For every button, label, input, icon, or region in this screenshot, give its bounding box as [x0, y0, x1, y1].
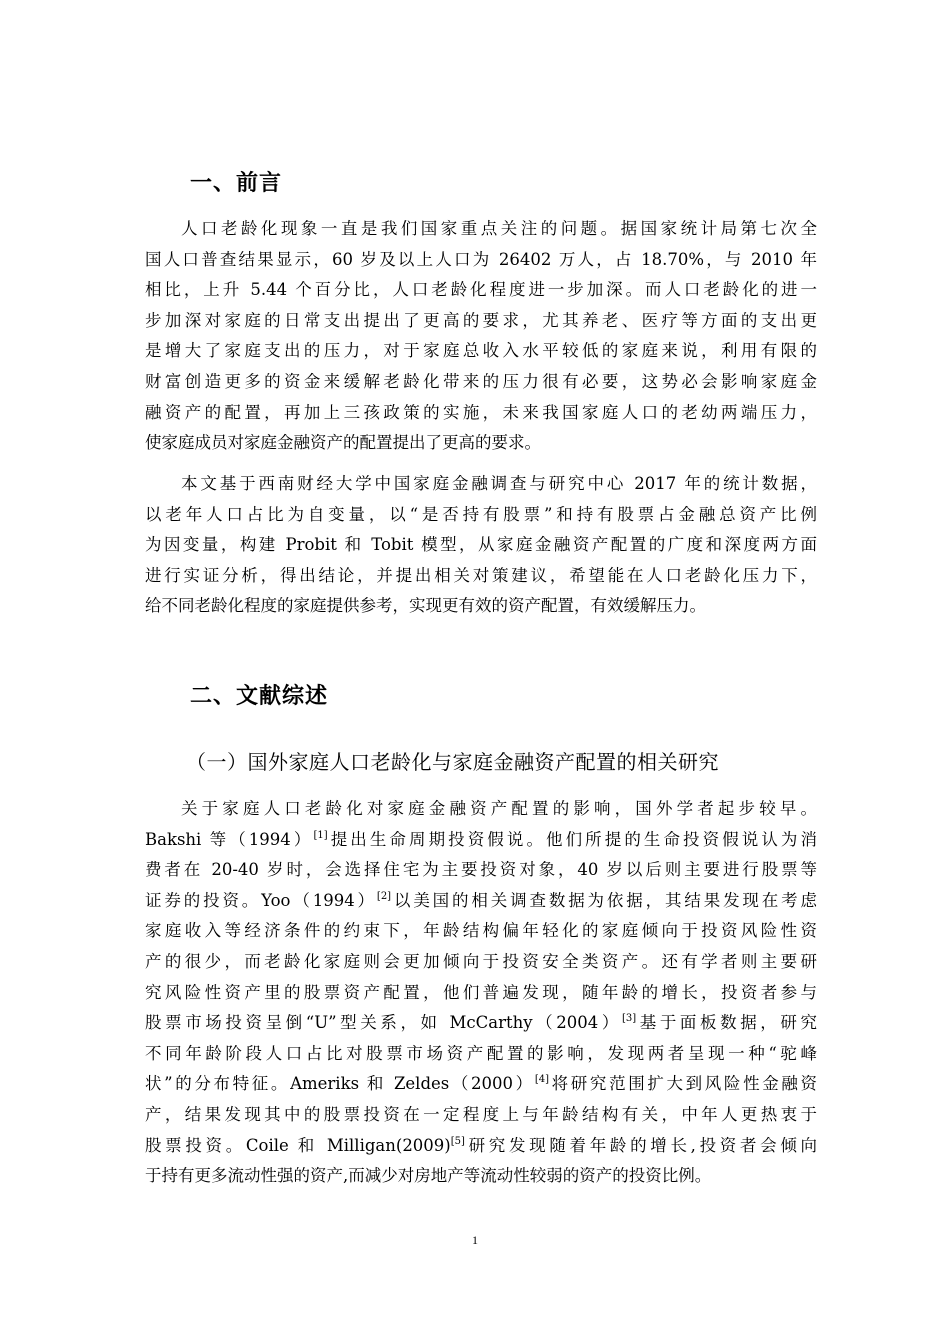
citation-1: [1] [313, 829, 328, 841]
text-line: 股票市场投资呈倒“U”型关系，如 McCarthy（2004）[3]基于面板数据，研究 [145, 1013, 818, 1033]
citation-5: [5] [450, 1135, 465, 1147]
text-line: 进行实证分析，得出结论，并提出相关对策建议，希望能在人口老龄化压力下， [145, 565, 817, 585]
text-line: 股票投资。Coile 和 Milligan(2009)[5]研究发现随着年龄的增长,投资者会倾向 [145, 1135, 817, 1155]
text-line: 财富创造更多的资金来缓解老龄化带来的压力很有必要，这势必会影响家庭金 [145, 371, 817, 391]
text-line: 状”的分布特征。Ameriks 和 Zeldes（2000）[4]将研究范围扩大到风险性金融资 [145, 1074, 817, 1094]
text-line: 以老年人口占比为自变量，以“是否持有股票”和持有股票占金融总资产比例 [145, 504, 817, 524]
text-line: Bakshi 等（1994）[1]提出生命周期投资假说。他们所提的生命投资假说认为消 [145, 829, 817, 849]
citation-4: [4] [534, 1074, 549, 1086]
text-line: 费者在 20-40 岁时，会选择住宅为主要投资对象，40 岁以后则主要进行股票等 [145, 860, 817, 880]
text-line: 产，结果发现其中的股票投资在一定程度上与年龄结构有关，中年人更热衷于 [145, 1104, 817, 1124]
text-line: 家庭收入等经济条件的约束下，年龄结构偏年轻化的家庭倾向于投资风险性资 [145, 921, 817, 941]
preface-paragraph-1 [145, 214, 817, 459]
text-line: 使家庭成员对家庭金融资产的配置提出了更高的要求。 [145, 433, 541, 453]
preface-paragraph-2 [145, 469, 817, 622]
text-line: 步加深对家庭的日常支出提出了更高的要求，尤其养老、医疗等方面的支出更 [145, 310, 817, 330]
section-heading-preface: 一、前言 [190, 171, 283, 196]
text-line: 融资产的配置，再加上三孩政策的实施，未来我国家庭人口的老幼两端压力， [145, 402, 817, 422]
text-line: 于持有更多流动性强的资产,而减少对房地产等流动性较弱的资产的投资比例。 [145, 1166, 712, 1186]
text-line: 不同年龄阶段人口占比对股票市场资产配置的影响，发现两者呈现一种“驼峰 [145, 1043, 817, 1063]
text-line: 人口老龄化现象一直是我们国家重点关注的问题。据国家统计局第七次全 [181, 219, 817, 238]
page-number: 1 [472, 1233, 478, 1247]
text-line: 证券的投资。Yoo（1994）[2]以美国的相关调查数据为依据，其结果发现在考虑 [145, 890, 817, 910]
text-line: 为因变量，构建 Probit 和 Tobit 模型，从家庭金融资产配置的广度和深度两方面 [145, 535, 817, 555]
text-line: 相比，上升 5.44 个百分比，人口老龄化程度进一步加深。而人口老龄化的进一 [145, 280, 817, 300]
text-line: 关于家庭人口老龄化对家庭金融资产配置的影响，国外学者起步较早。 [181, 799, 817, 818]
subsection-heading: （一）国外家庭人口老龄化与家庭金融资产配置的相关研究 [186, 750, 719, 774]
citation-2: [2] [376, 890, 392, 902]
text-line: 是增大了家庭支出的压力，对于家庭总收入水平较低的家庭来说，利用有限的 [145, 341, 817, 361]
citation-3: [3] [621, 1013, 637, 1025]
text-line: 产的很少，而老龄化家庭则会更加倾向于投资安全类资产。还有学者则主要研 [145, 951, 817, 971]
text-line: 究风险性资产里的股票资产配置，他们普遍发现，随年龄的增长，投资者参与 [145, 982, 817, 1002]
text-line: 本文基于西南财经大学中国家庭金融调查与研究中心 2017 年的统计数据， [181, 474, 817, 493]
text-line: 给不同老龄化程度的家庭提供参考，实现更有效的资产配置，有效缓解压力。 [145, 596, 706, 616]
literature-paragraph-1 [145, 794, 817, 1192]
section-heading-literature-review: 二、文献综述 [190, 684, 329, 709]
text-line: 国人口普查结果显示，60 岁及以上人口为 26402 万人，占 18.70%，与 2010 年 [145, 249, 817, 269]
